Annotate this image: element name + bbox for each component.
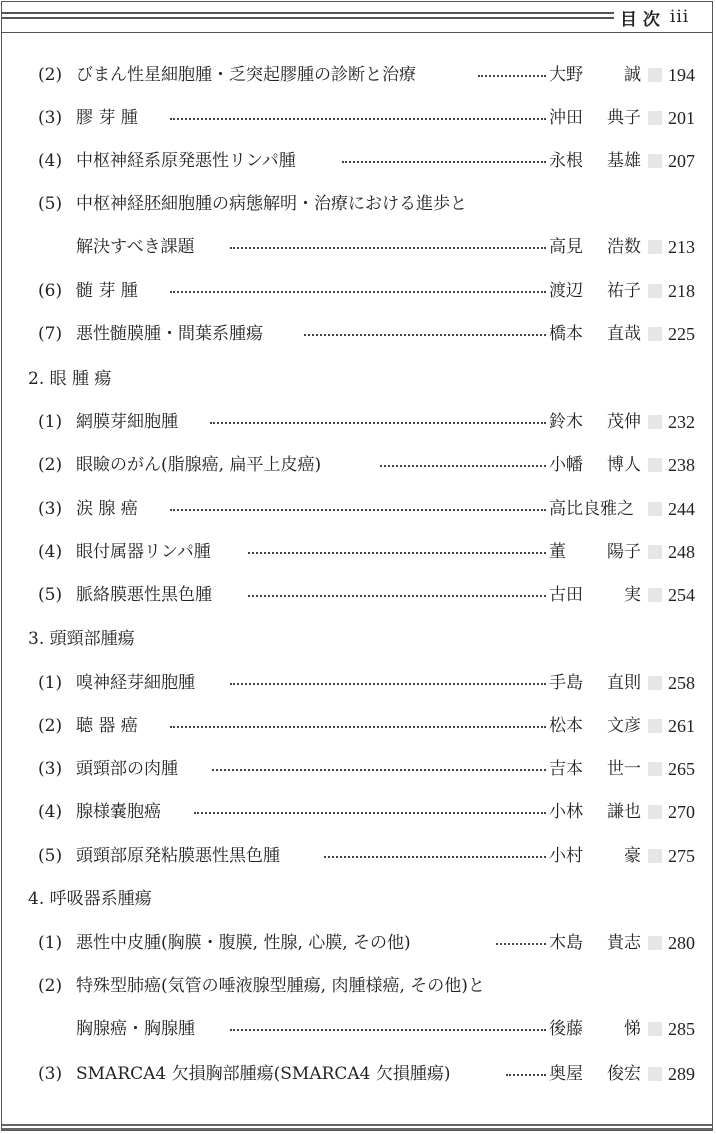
author-given-name: 悌 <box>624 1019 641 1039</box>
entry-page-number: 218 <box>668 281 695 301</box>
author-given-name: 実 <box>624 585 641 605</box>
toc-entry[interactable] <box>0 60 716 90</box>
author-family-name: 渡辺 <box>549 281 583 301</box>
toc-entry[interactable] <box>0 971 716 1001</box>
entry-page-number: 270 <box>668 802 695 822</box>
entry-page-number: 201 <box>668 108 695 128</box>
entry-number: (5) <box>38 585 63 605</box>
entry-author <box>549 841 641 871</box>
entry-title: 眼付属器リンパ腫 <box>76 542 211 562</box>
entry-author <box>549 928 641 958</box>
page-marker-box <box>648 1022 662 1036</box>
entry-title: 髄 芽 腫 <box>76 281 138 301</box>
entry-title: 膠 芽 腫 <box>76 108 138 128</box>
author-given-name: 俊宏 <box>607 1064 641 1084</box>
page-marker-box <box>648 588 662 602</box>
entry-author <box>549 407 641 437</box>
author-given-name: 直哉 <box>607 324 641 344</box>
entry-title: 悪性中皮腫(胸膜・腹膜, 性腺, 心膜, その他) <box>76 933 411 953</box>
entry-page-number: 238 <box>668 455 695 475</box>
entry-author <box>549 60 641 90</box>
entry-page-number: 232 <box>668 412 695 432</box>
entry-title: 聴 器 癌 <box>76 716 138 736</box>
entry-page-number: 275 <box>668 846 695 866</box>
author-family-name: 松本 <box>549 716 583 736</box>
entry-number: (1) <box>38 412 63 432</box>
entry-title: 中枢神経胚細胞腫の病態解明・治療における進歩と <box>76 194 467 214</box>
entry-author <box>549 1014 641 1044</box>
toc-entry[interactable] <box>0 1014 716 1044</box>
header-title-text: 目 次 <box>620 9 660 30</box>
page-marker-box <box>648 284 662 298</box>
entry-number: (3) <box>38 1064 63 1084</box>
dot-leader <box>194 797 546 827</box>
entry-author <box>549 580 641 610</box>
entry-number: (2) <box>38 716 63 736</box>
toc-entry[interactable] <box>0 537 716 567</box>
entry-author <box>549 754 641 784</box>
dot-leader <box>248 537 546 567</box>
entry-number: (1) <box>38 673 63 693</box>
toc-entry[interactable] <box>0 189 716 219</box>
page-marker-box <box>648 849 662 863</box>
author-family-name: 小林 <box>549 802 583 822</box>
header-page-number: iii <box>669 7 690 27</box>
page-marker-box <box>648 1067 662 1081</box>
entry-author <box>549 494 641 524</box>
entry-number: (6) <box>38 281 63 301</box>
author-family-name: 永根 <box>549 151 583 171</box>
dot-leader <box>380 450 546 480</box>
entry-title: 悪性髄膜腫・間葉系腫瘍 <box>76 324 263 344</box>
entry-title: 頭頸部の肉腫 <box>76 759 178 779</box>
entry-author <box>549 146 641 176</box>
entry-page-number: 289 <box>668 1064 695 1084</box>
entry-title: 頭頸部原発粘膜悪性黒色腫 <box>76 846 280 866</box>
entry-author <box>549 232 641 262</box>
section-heading: 4. 呼吸器系腫瘍 <box>28 889 152 909</box>
toc-entry[interactable] <box>0 928 716 958</box>
author-given-name: 茂伸 <box>607 412 641 432</box>
entry-author <box>549 1059 641 1089</box>
entry-page-number: 207 <box>668 151 695 171</box>
entry-author <box>549 537 641 567</box>
entry-title: 網膜芽細胞腫 <box>76 412 178 432</box>
entry-number: (3) <box>38 759 63 779</box>
entry-number: (2) <box>38 976 63 996</box>
toc-entry[interactable] <box>0 1059 716 1089</box>
entry-page-number: 258 <box>668 673 695 693</box>
dot-leader <box>170 494 546 524</box>
toc-entry[interactable] <box>0 754 716 784</box>
dot-leader <box>324 841 546 871</box>
entry-title: 涙 腺 癌 <box>76 499 138 519</box>
entry-page-number: 194 <box>668 65 695 85</box>
dot-leader <box>342 146 546 176</box>
entry-page-number: 244 <box>668 499 695 519</box>
page-marker-box <box>648 936 662 950</box>
entry-author <box>549 319 641 349</box>
toc-entry[interactable] <box>0 711 716 741</box>
toc-entry[interactable] <box>0 146 716 176</box>
author-given-name: 浩数 <box>607 237 641 257</box>
entry-title: 特殊型肺癌(気管の唾液腺型腫瘍, 肉腫様癌, その他)と <box>76 976 485 996</box>
author-family-name: 沖田 <box>549 108 583 128</box>
dot-leader <box>478 60 546 90</box>
entry-page-number: 225 <box>668 324 695 344</box>
toc-entry[interactable] <box>0 232 716 262</box>
entry-number: (4) <box>38 542 63 562</box>
toc-entry[interactable] <box>0 407 716 437</box>
header-underline <box>2 32 712 33</box>
toc-entry[interactable] <box>0 841 716 871</box>
dot-leader <box>248 580 546 610</box>
dot-leader <box>170 711 546 741</box>
entry-title: SMARCA4 欠損胸部腫瘍(SMARCA4 欠損腫瘍) <box>76 1064 451 1084</box>
dot-leader <box>212 754 546 784</box>
dot-leader <box>304 319 546 349</box>
section-heading: 3. 頭頸部腫瘍 <box>28 629 135 649</box>
page-marker-box <box>648 545 662 559</box>
entry-page-number: 248 <box>668 542 695 562</box>
toc-entry[interactable] <box>0 494 716 524</box>
entry-author <box>549 711 641 741</box>
page-marker-box <box>648 805 662 819</box>
dot-leader <box>506 1059 546 1089</box>
page-marker-box <box>648 676 662 690</box>
dot-leader <box>496 928 546 958</box>
entry-author <box>549 276 641 306</box>
page-marker-box <box>648 154 662 168</box>
author-given-name: 典子 <box>607 108 641 128</box>
author-family-name: 大野 <box>549 65 583 85</box>
entry-number: (3) <box>38 499 63 519</box>
page-marker-box <box>648 502 662 516</box>
page-marker-box <box>648 327 662 341</box>
author-given-name: 基雄 <box>607 151 641 171</box>
toc-entry[interactable] <box>0 103 716 133</box>
entry-title: びまん性星細胞腫・乏突起膠腫の診断と治療 <box>76 65 416 85</box>
entry-title: 脈絡膜悪性黒色腫 <box>76 585 212 605</box>
author-family-name: 董 <box>549 542 566 562</box>
author-given-name: 貴志 <box>607 933 641 953</box>
entry-author <box>549 103 641 133</box>
toc-entry[interactable] <box>0 668 716 698</box>
page-marker-box <box>648 240 662 254</box>
dot-leader <box>230 668 546 698</box>
entry-number: (2) <box>38 455 63 475</box>
entry-title: 胸腺癌・胸腺腫 <box>76 1019 195 1039</box>
entry-number: (4) <box>38 802 63 822</box>
dot-leader <box>210 407 546 437</box>
author-family-name: 古田 <box>549 585 583 605</box>
author-family-name: 小村 <box>549 846 583 866</box>
dot-leader <box>170 103 546 133</box>
author-given-name: 祐子 <box>607 281 641 301</box>
toc-entry[interactable] <box>0 580 716 610</box>
author-family-name: 奥屋 <box>549 1064 583 1084</box>
toc-entry[interactable] <box>0 319 716 349</box>
page-marker-box <box>648 762 662 776</box>
entry-number: (4) <box>38 151 63 171</box>
entry-number: (7) <box>38 324 63 344</box>
header-rule <box>2 12 614 19</box>
page-marker-box <box>648 68 662 82</box>
entry-author <box>549 797 641 827</box>
dot-leader <box>230 1014 546 1044</box>
toc-entry[interactable] <box>0 797 716 827</box>
author-family-name: 高見 <box>549 237 583 257</box>
toc-entry[interactable] <box>0 450 716 480</box>
page-marker-box <box>648 458 662 472</box>
author-given-name: 陽子 <box>607 542 641 562</box>
author-family-name: 後藤 <box>549 1019 583 1039</box>
entry-number: (5) <box>38 846 63 866</box>
author-full-name: 高比良雅之 <box>549 499 634 519</box>
entry-number: (5) <box>38 194 63 214</box>
entry-page-number: 261 <box>668 716 695 736</box>
author-family-name: 橋本 <box>549 324 583 344</box>
author-given-name: 誠 <box>624 65 641 85</box>
author-given-name: 世一 <box>607 759 641 779</box>
dot-leader <box>170 276 546 306</box>
entry-title: 嗅神経芽細胞腫 <box>76 673 195 693</box>
entry-title: 中枢神経系原発悪性リンパ腫 <box>76 151 296 171</box>
author-given-name: 文彦 <box>607 716 641 736</box>
author-family-name: 鈴木 <box>549 412 583 432</box>
page-marker-box <box>648 719 662 733</box>
entry-title: 解決すべき課題 <box>76 237 195 257</box>
author-family-name: 手島 <box>549 673 583 693</box>
author-given-name: 豪 <box>624 846 641 866</box>
entry-author <box>549 668 641 698</box>
entry-number: (1) <box>38 933 63 953</box>
author-given-name: 博人 <box>607 455 641 475</box>
entry-page-number: 254 <box>668 585 695 605</box>
author-family-name: 小幡 <box>549 455 583 475</box>
section-heading: 2. 眼 腫 瘍 <box>28 369 112 389</box>
entry-title: 眼瞼のがん(脂腺癌, 扁平上皮癌) <box>76 455 322 475</box>
toc-entry[interactable] <box>0 276 716 306</box>
entry-page-number: 265 <box>668 759 695 779</box>
footer-rule <box>2 1124 712 1130</box>
entry-number: (3) <box>38 108 63 128</box>
header-title <box>620 5 710 29</box>
entry-page-number: 280 <box>668 933 695 953</box>
author-given-name: 謙也 <box>607 802 641 822</box>
entry-title: 腺様嚢胞癌 <box>76 802 161 822</box>
entry-number: (2) <box>38 65 63 85</box>
dot-leader <box>230 232 546 262</box>
entry-page-number: 285 <box>668 1019 695 1039</box>
page-marker-box <box>648 415 662 429</box>
page-marker-box <box>648 111 662 125</box>
entry-page-number: 213 <box>668 237 695 257</box>
author-family-name: 吉本 <box>549 759 583 779</box>
author-given-name: 直則 <box>607 673 641 693</box>
entry-author <box>549 450 641 480</box>
author-family-name: 木島 <box>549 933 583 953</box>
